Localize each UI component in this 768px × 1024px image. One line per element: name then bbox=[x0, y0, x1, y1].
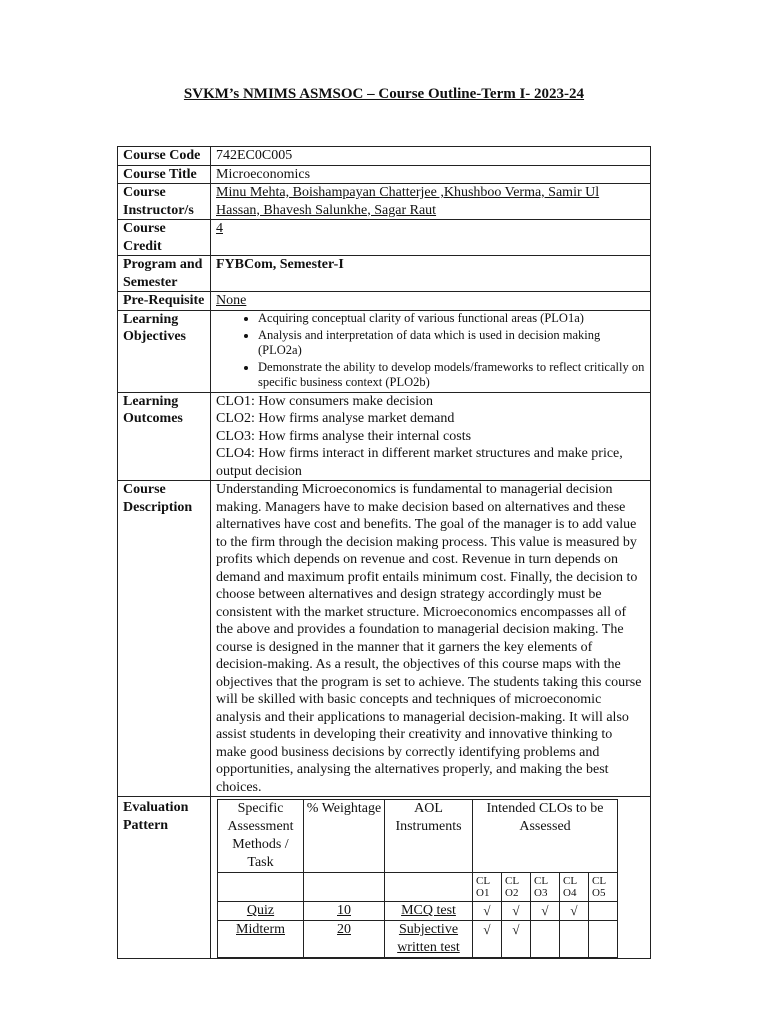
outcome-item: CLO3: How firms analyse their internal costs bbox=[216, 428, 472, 444]
credit-value: 4 bbox=[211, 220, 651, 256]
clo-column-header: CL O2 bbox=[502, 873, 531, 902]
clo-column-header: CL O4 bbox=[560, 873, 589, 902]
empty-cell bbox=[385, 873, 473, 902]
evaluation-pattern-value bbox=[211, 797, 651, 959]
objective-item: • Analysis and interpretation of data which is used in decision making (PLO2a) bbox=[258, 328, 645, 358]
clo-column-header: CL O1 bbox=[473, 873, 502, 902]
empty-cell bbox=[218, 873, 304, 902]
course-code-value: 742EC0C005 bbox=[211, 147, 651, 166]
clo-check-cell: √ bbox=[531, 902, 560, 921]
objective-item: • Acquiring conceptual clarity of various functional areas (PLO1a) bbox=[258, 311, 645, 326]
course-title-label: Course Title bbox=[118, 165, 211, 184]
course-title-value: Microeconomics bbox=[211, 165, 651, 184]
course-outline-table bbox=[117, 146, 651, 959]
course-description-value: Understanding Microeconomics is fundamental to managerial decision making. Managers have to make decision based on alternatives and these alternatives have cost and benefits. The goal of the manager is to add value to the firm through the decision making process. This value is measured by profits which depends on revenue and cost. Revenue in turn depends on demand and maximum profit entails minimum cost. Finally, the decision to choose between alternatives and design strategy accordingly must be consistent with the market structure. Microeconomics encompasses all of the above and provides a foundation to managerial decision making. The course is designed in the manner that it garners the key elements of decision-making. As a result, the objectives of this course maps with the objectives that the program is set to achieve. The students taking this course will be skilled with basic concepts and techniques of microeconomic analysis and their applications to managerial decision-making. It will also assist students in developing their creativity and innovative thinking to make good business decisions by correctly identifying problems and opportunities, analysing the alternatives properly, and making the best choices. bbox=[211, 481, 651, 797]
evaluation-table bbox=[217, 799, 618, 958]
method-cell: Midterm bbox=[218, 921, 304, 958]
aol-cell: Subjective written test bbox=[385, 921, 473, 958]
weightage-cell: 20 bbox=[304, 921, 385, 958]
evaluation-header-row bbox=[218, 800, 618, 873]
empty-cell bbox=[304, 873, 385, 902]
weightage-cell: 10 bbox=[304, 902, 385, 921]
row-learning-objectives bbox=[118, 310, 651, 392]
row-instructors bbox=[118, 184, 651, 220]
evaluation-row bbox=[218, 902, 618, 921]
row-course-title bbox=[118, 165, 651, 184]
program-value: FYBCom, Semester-I bbox=[211, 256, 651, 292]
row-prerequisite bbox=[118, 292, 651, 311]
row-program bbox=[118, 256, 651, 292]
clo-check-cell bbox=[589, 902, 618, 921]
course-description-label: Course Description bbox=[118, 481, 211, 797]
weightage-header: % Weightage bbox=[304, 800, 385, 873]
credit-label: Course Credit bbox=[118, 220, 211, 256]
clo-check-cell bbox=[560, 921, 589, 958]
row-credit bbox=[118, 220, 651, 256]
aol-header: AOL Instruments bbox=[385, 800, 473, 873]
method-cell: Quiz bbox=[218, 902, 304, 921]
program-label: Program and Semester bbox=[118, 256, 211, 292]
methods-header: Specific Assessment Methods / Task bbox=[218, 800, 304, 873]
clo-check-cell: √ bbox=[502, 921, 531, 958]
prerequisite-label: Pre-Requisite bbox=[118, 292, 211, 311]
outcome-item: CLO4: How firms interact in different market structures and make price, output decision bbox=[216, 446, 623, 479]
evaluation-pattern-label: Evaluation Pattern bbox=[118, 797, 211, 959]
prerequisite-value: None bbox=[211, 292, 651, 311]
course-code-label: Course Code bbox=[118, 147, 211, 166]
objective-item: • Demonstrate the ability to develop models/frameworks to reflect critically on specific business context (PLO2b) bbox=[258, 360, 645, 390]
row-evaluation-pattern bbox=[118, 797, 651, 959]
clo-column-header: CL O3 bbox=[531, 873, 560, 902]
clo-check-cell: √ bbox=[502, 902, 531, 921]
learning-outcomes-value bbox=[211, 392, 651, 481]
instructors-value: Minu Mehta, Boishampayan Chatterjee ,Khushboo Verma, Samir Ul Hassan, Bhavesh Salunkhe, Sagar Raut bbox=[211, 184, 651, 220]
evaluation-row bbox=[218, 921, 618, 958]
clo-check-cell bbox=[531, 921, 560, 958]
clo-check-cell: √ bbox=[560, 902, 589, 921]
aol-cell: MCQ test bbox=[385, 902, 473, 921]
clo-subheader-row bbox=[218, 873, 618, 902]
outcome-item: CLO1: How consumers make decision bbox=[216, 393, 433, 409]
learning-objectives-value bbox=[211, 310, 651, 392]
row-learning-outcomes bbox=[118, 392, 651, 481]
learning-objectives-label: Learning Objectives bbox=[118, 310, 211, 392]
outcome-item: CLO2: How firms analyse market demand bbox=[216, 411, 455, 426]
clo-check-cell: √ bbox=[473, 921, 502, 958]
learning-outcomes-label: Learning Outcomes bbox=[118, 392, 211, 481]
row-course-code bbox=[118, 147, 651, 166]
objectives-list bbox=[216, 311, 645, 390]
clo-check-cell bbox=[589, 921, 618, 958]
clo-column-header: CL O5 bbox=[589, 873, 618, 902]
clos-header: Intended CLOs to be Assessed bbox=[473, 800, 618, 873]
row-course-description bbox=[118, 481, 651, 797]
page-title: SVKM’s NMIMS ASMSOC – Course Outline-Term I- 2023-24 bbox=[183, 86, 585, 102]
clo-check-cell: √ bbox=[473, 902, 502, 921]
instructors-label: Course Instructor/s bbox=[118, 184, 211, 220]
